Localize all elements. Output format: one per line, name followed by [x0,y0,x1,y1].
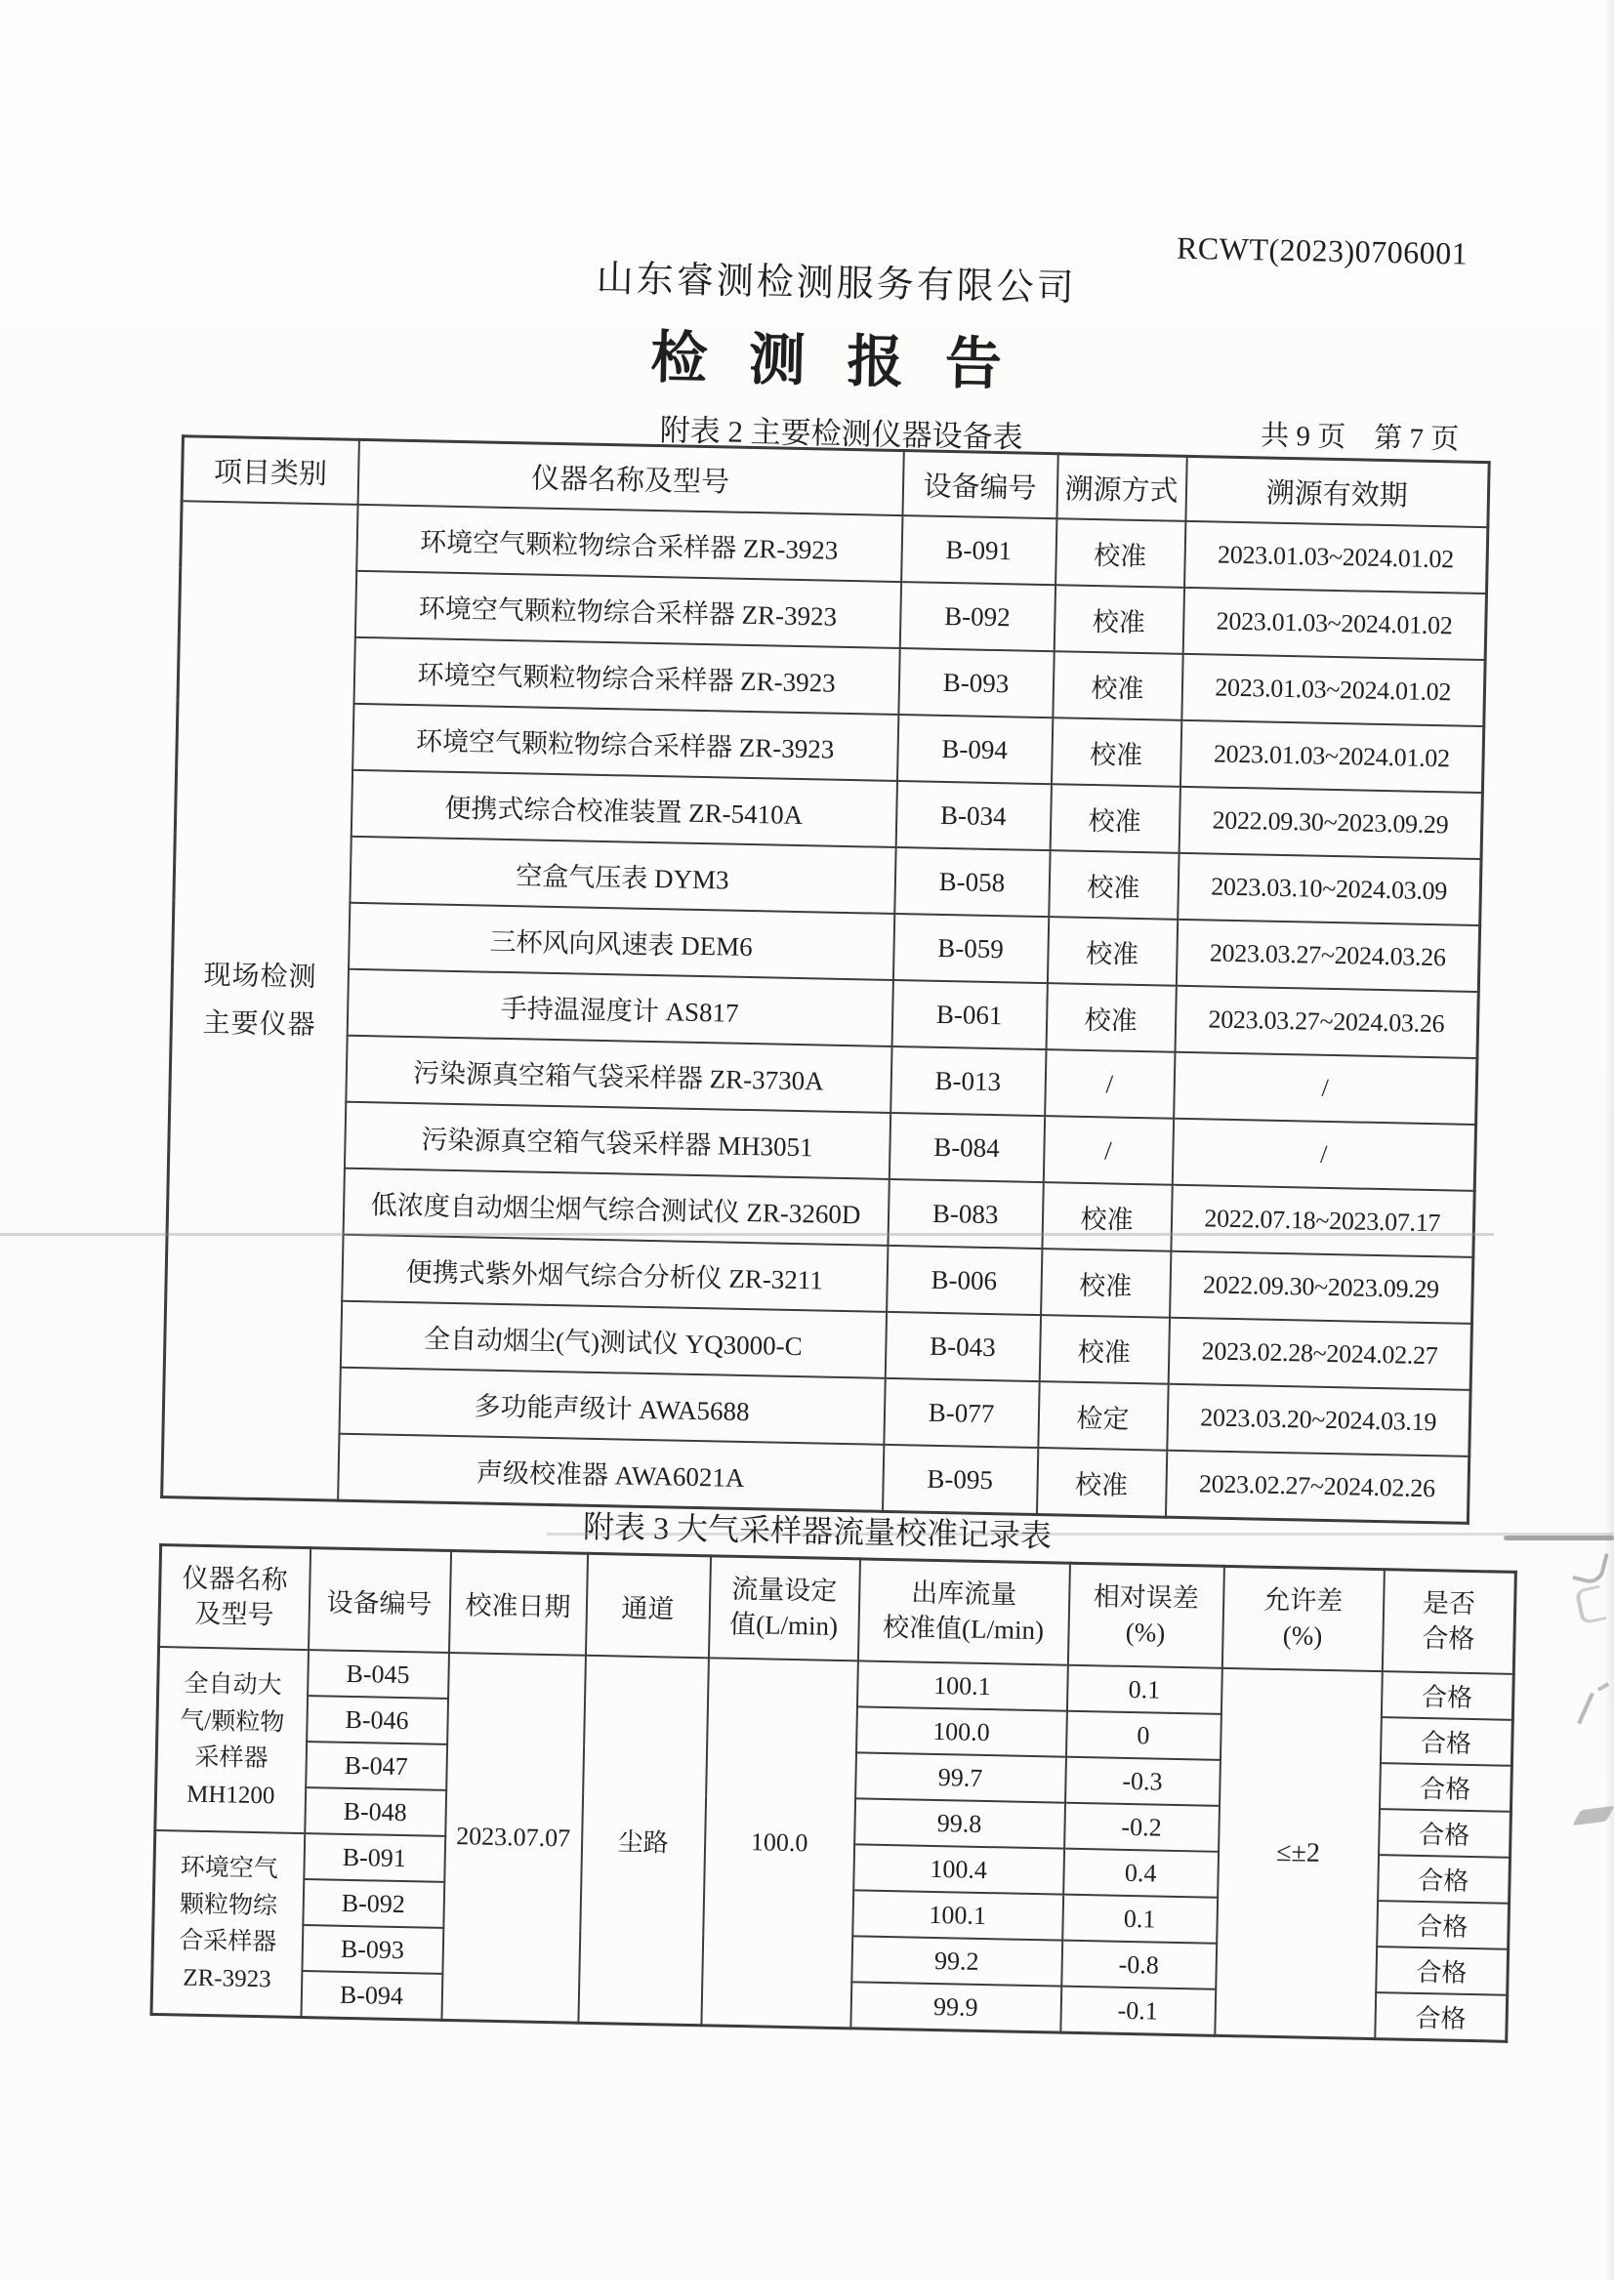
company-name: 山东睿测检测服务有限公司 [596,258,1078,309]
device-no: B-048 [305,1787,446,1836]
relative-error: -0.2 [1064,1803,1220,1852]
device-no: B-043 [885,1312,1040,1381]
category-line: 主要仪器 [202,1007,316,1042]
instrument-name: 空盒气压表 DYM3 [350,837,895,914]
instrument-line: 颗粒物综 [179,1890,278,1919]
trace-method: 校准 [1041,1249,1171,1318]
measured-flow: 100.1 [852,1890,1063,1940]
measured-flow: 99.2 [851,1936,1062,1986]
relative-error: -0.3 [1065,1757,1221,1806]
validity-period: 2023.01.03~2024.01.02 [1182,588,1486,660]
qualified-status: 合格 [1381,1671,1513,1720]
device-no: B-094 [897,715,1053,784]
measured-flow: 100.1 [856,1660,1067,1710]
calibration-date-cell: 2023.07.07 [441,1653,586,2023]
trace-method: 检定 [1038,1381,1168,1451]
instrument-name: 手持温湿度计 AS817 [347,969,892,1046]
measured-flow: 99.7 [855,1752,1066,1802]
measured-flow: 99.8 [854,1798,1065,1848]
device-no: B-013 [890,1046,1046,1116]
device-no: B-046 [307,1696,448,1744]
instrument-name: 声级校准器 AWA6021A [338,1434,884,1512]
device-no: B-061 [891,980,1047,1049]
qualified-status: 合格 [1379,1809,1511,1858]
device-no: B-091 [901,515,1056,585]
calibration-table-caption: 附表 3 大气采样器流量校准记录表 [582,1508,1053,1554]
device-no: B-006 [887,1246,1042,1315]
device-no: B-083 [888,1179,1043,1249]
qualified-status: 合格 [1376,1947,1509,1995]
trace-method: 校准 [1046,983,1176,1052]
instrument-name: 环境空气颗粒物综合采样器 ZR-3923 [353,637,899,715]
col-header-validity: 溯源有效期 [1185,456,1489,527]
header-line: (%) [1125,1617,1166,1648]
col-header-category: 项目类别 [182,436,358,505]
trace-method: / [1043,1116,1173,1185]
instrument-line: ZR-3923 [183,1964,271,1992]
measured-flow: 100.0 [856,1706,1067,1756]
instrument-name: 污染源真空箱气袋采样器 ZR-3730A [346,1036,891,1113]
device-no: B-045 [308,1650,449,1699]
col-header-set-flow [708,1556,859,1661]
header-line: 及型号 [194,1598,274,1630]
device-no: B-047 [306,1742,447,1790]
device-no: B-058 [894,847,1050,917]
instrument-name: 多功能声级计 AWA5688 [339,1368,885,1445]
header-line: 允许差 [1262,1585,1344,1617]
qualified-status: 合格 [1375,1992,1508,2041]
page-edge-shadow [1604,0,1614,2280]
validity-period: 2023.03.10~2024.03.09 [1178,853,1481,925]
instrument-line: 气/颗粒物 [180,1706,285,1737]
validity-period: 2023.03.20~2024.03.19 [1167,1384,1470,1456]
relative-error: 0.1 [1062,1895,1218,1944]
trace-method: 校准 [1036,1448,1166,1517]
device-no: B-095 [882,1445,1037,1515]
device-no: B-059 [892,914,1048,983]
qualified-status: 合格 [1380,1717,1512,1766]
header-line: 出库流量 [911,1578,1017,1611]
allowed-error-cell: ≤±2 [1215,1668,1383,2039]
validity-period: 2023.01.03~2024.01.02 [1181,654,1485,726]
trace-method: 校准 [1053,651,1182,720]
col-header-instrument [159,1545,310,1651]
instrument-name: 污染源真空箱气袋采样器 MH3051 [344,1102,890,1179]
relative-error: 0 [1065,1711,1221,1760]
header-line: (%) [1282,1620,1323,1651]
col-header-channel: 通道 [585,1553,710,1658]
validity-period: 2023.01.03~2024.01.02 [1179,720,1483,793]
report-title: 检 测 报 告 [649,325,1016,397]
col-header-instrument-name: 仪器名称及型号 [357,439,903,515]
instrument-line: MH1200 [186,1781,275,1809]
report-number: RCWT(2023)0706001 [1176,229,1469,271]
col-header-allowed-error [1221,1566,1384,1671]
measured-flow: 100.4 [853,1844,1064,1894]
page-indicator: 共 9 页 第 7 页 [1260,420,1460,456]
col-header-measured-flow [857,1559,1069,1665]
col-header-device-no: 设备编号 [309,1548,451,1653]
validity-period: 2023.03.27~2024.03.26 [1176,920,1479,992]
header-line: 仪器名称 [182,1563,289,1596]
qualified-status: 合格 [1379,1763,1511,1812]
col-header-device-no: 设备编号 [902,451,1057,519]
header-line: 相对误差 [1093,1581,1200,1614]
device-no: B-094 [301,1971,442,2020]
instrument-name: 便携式综合校准装置 ZR-5410A [351,770,896,847]
trace-method: 校准 [1051,718,1180,787]
device-no: B-092 [899,582,1055,651]
device-no: B-034 [895,781,1051,850]
relative-error: 0.1 [1066,1665,1221,1714]
category-cell [162,501,357,1500]
validity-period: 2022.09.30~2023.09.29 [1170,1251,1473,1324]
trace-method: 校准 [1050,784,1179,853]
header-line: 校准值(L/min) [882,1612,1045,1646]
qualified-status: 合格 [1378,1855,1511,1904]
header-line: 是否 [1422,1588,1476,1620]
trace-method: / [1045,1049,1175,1119]
trace-method: 校准 [1054,585,1183,654]
qualified-status: 合格 [1377,1901,1510,1949]
instrument-line: 合采样器 [178,1927,277,1956]
trace-method: 校准 [1055,518,1185,588]
device-no: B-077 [884,1378,1039,1448]
instrument-name: 全自动烟尘(气)测试仪 YQ3000-C [340,1301,886,1378]
header-line: 合格 [1421,1622,1475,1655]
measured-flow: 99.9 [850,1982,1061,2032]
channel-cell: 尘路 [578,1656,709,2026]
trace-method: 校准 [1042,1182,1172,1251]
col-header-trace-method: 溯源方式 [1056,454,1186,521]
instrument-line: 采样器 [194,1743,269,1773]
header-line: 值(L/min) [728,1609,839,1641]
calibration-table [149,1543,1516,2043]
instrument-name: 三杯风向风速表 DEM6 [349,903,894,980]
validity-period: 2022.09.30~2023.09.29 [1179,787,1482,859]
instrument-name: 便携式紫外烟气综合分析仪 ZR-3211 [342,1235,888,1312]
device-no: B-084 [889,1113,1044,1182]
relative-error: -0.1 [1060,1987,1216,2036]
device-no: B-093 [898,648,1054,718]
relative-error: -0.8 [1061,1941,1217,1989]
set-flow-cell: 100.0 [701,1658,858,2028]
col-header-calibration-date: 校准日期 [448,1550,587,1655]
validity-period: 2023.02.28~2024.02.27 [1168,1318,1471,1390]
col-header-relative-error [1067,1563,1223,1668]
validity-period: 2023.03.27~2024.03.26 [1175,986,1478,1058]
validity-period: 2023.01.03~2024.01.02 [1184,521,1488,594]
trace-method: 校准 [1047,917,1177,986]
instrument-line: 环境空气 [180,1854,279,1883]
device-no: B-093 [302,1925,443,1974]
device-no: B-092 [303,1879,444,1928]
instrument-group-cell [155,1647,309,1833]
instrument-table [160,434,1491,1525]
col-header-qualified [1382,1570,1515,1674]
header-line: 流量设定 [731,1575,838,1607]
validity-period: 2022.07.18~2023.07.17 [1171,1185,1474,1257]
instrument-name: 环境空气颗粒物综合采样器 ZR-3923 [352,704,898,781]
trace-method: 校准 [1039,1315,1169,1384]
instrument-line: 全自动大 [184,1670,282,1700]
trace-method: 校准 [1049,850,1179,920]
instrument-name: 低浓度自动烟尘烟气综合测试仪 ZR-3260D [343,1168,889,1246]
device-no: B-091 [304,1833,445,1882]
validity-period: / [1172,1119,1475,1191]
instrument-group-cell [151,1830,305,2018]
relative-error: 0.4 [1063,1849,1219,1898]
instrument-table-caption: 附表 2 主要检测仪器设备表 [659,413,1023,455]
validity-period: 2023.02.27~2024.02.26 [1165,1451,1469,1524]
instrument-name: 环境空气颗粒物综合采样器 ZR-3923 [354,571,900,648]
instrument-name: 环境空气颗粒物综合采样器 ZR-3923 [356,505,902,582]
category-line: 现场检测 [203,960,317,994]
validity-period: / [1174,1052,1477,1125]
